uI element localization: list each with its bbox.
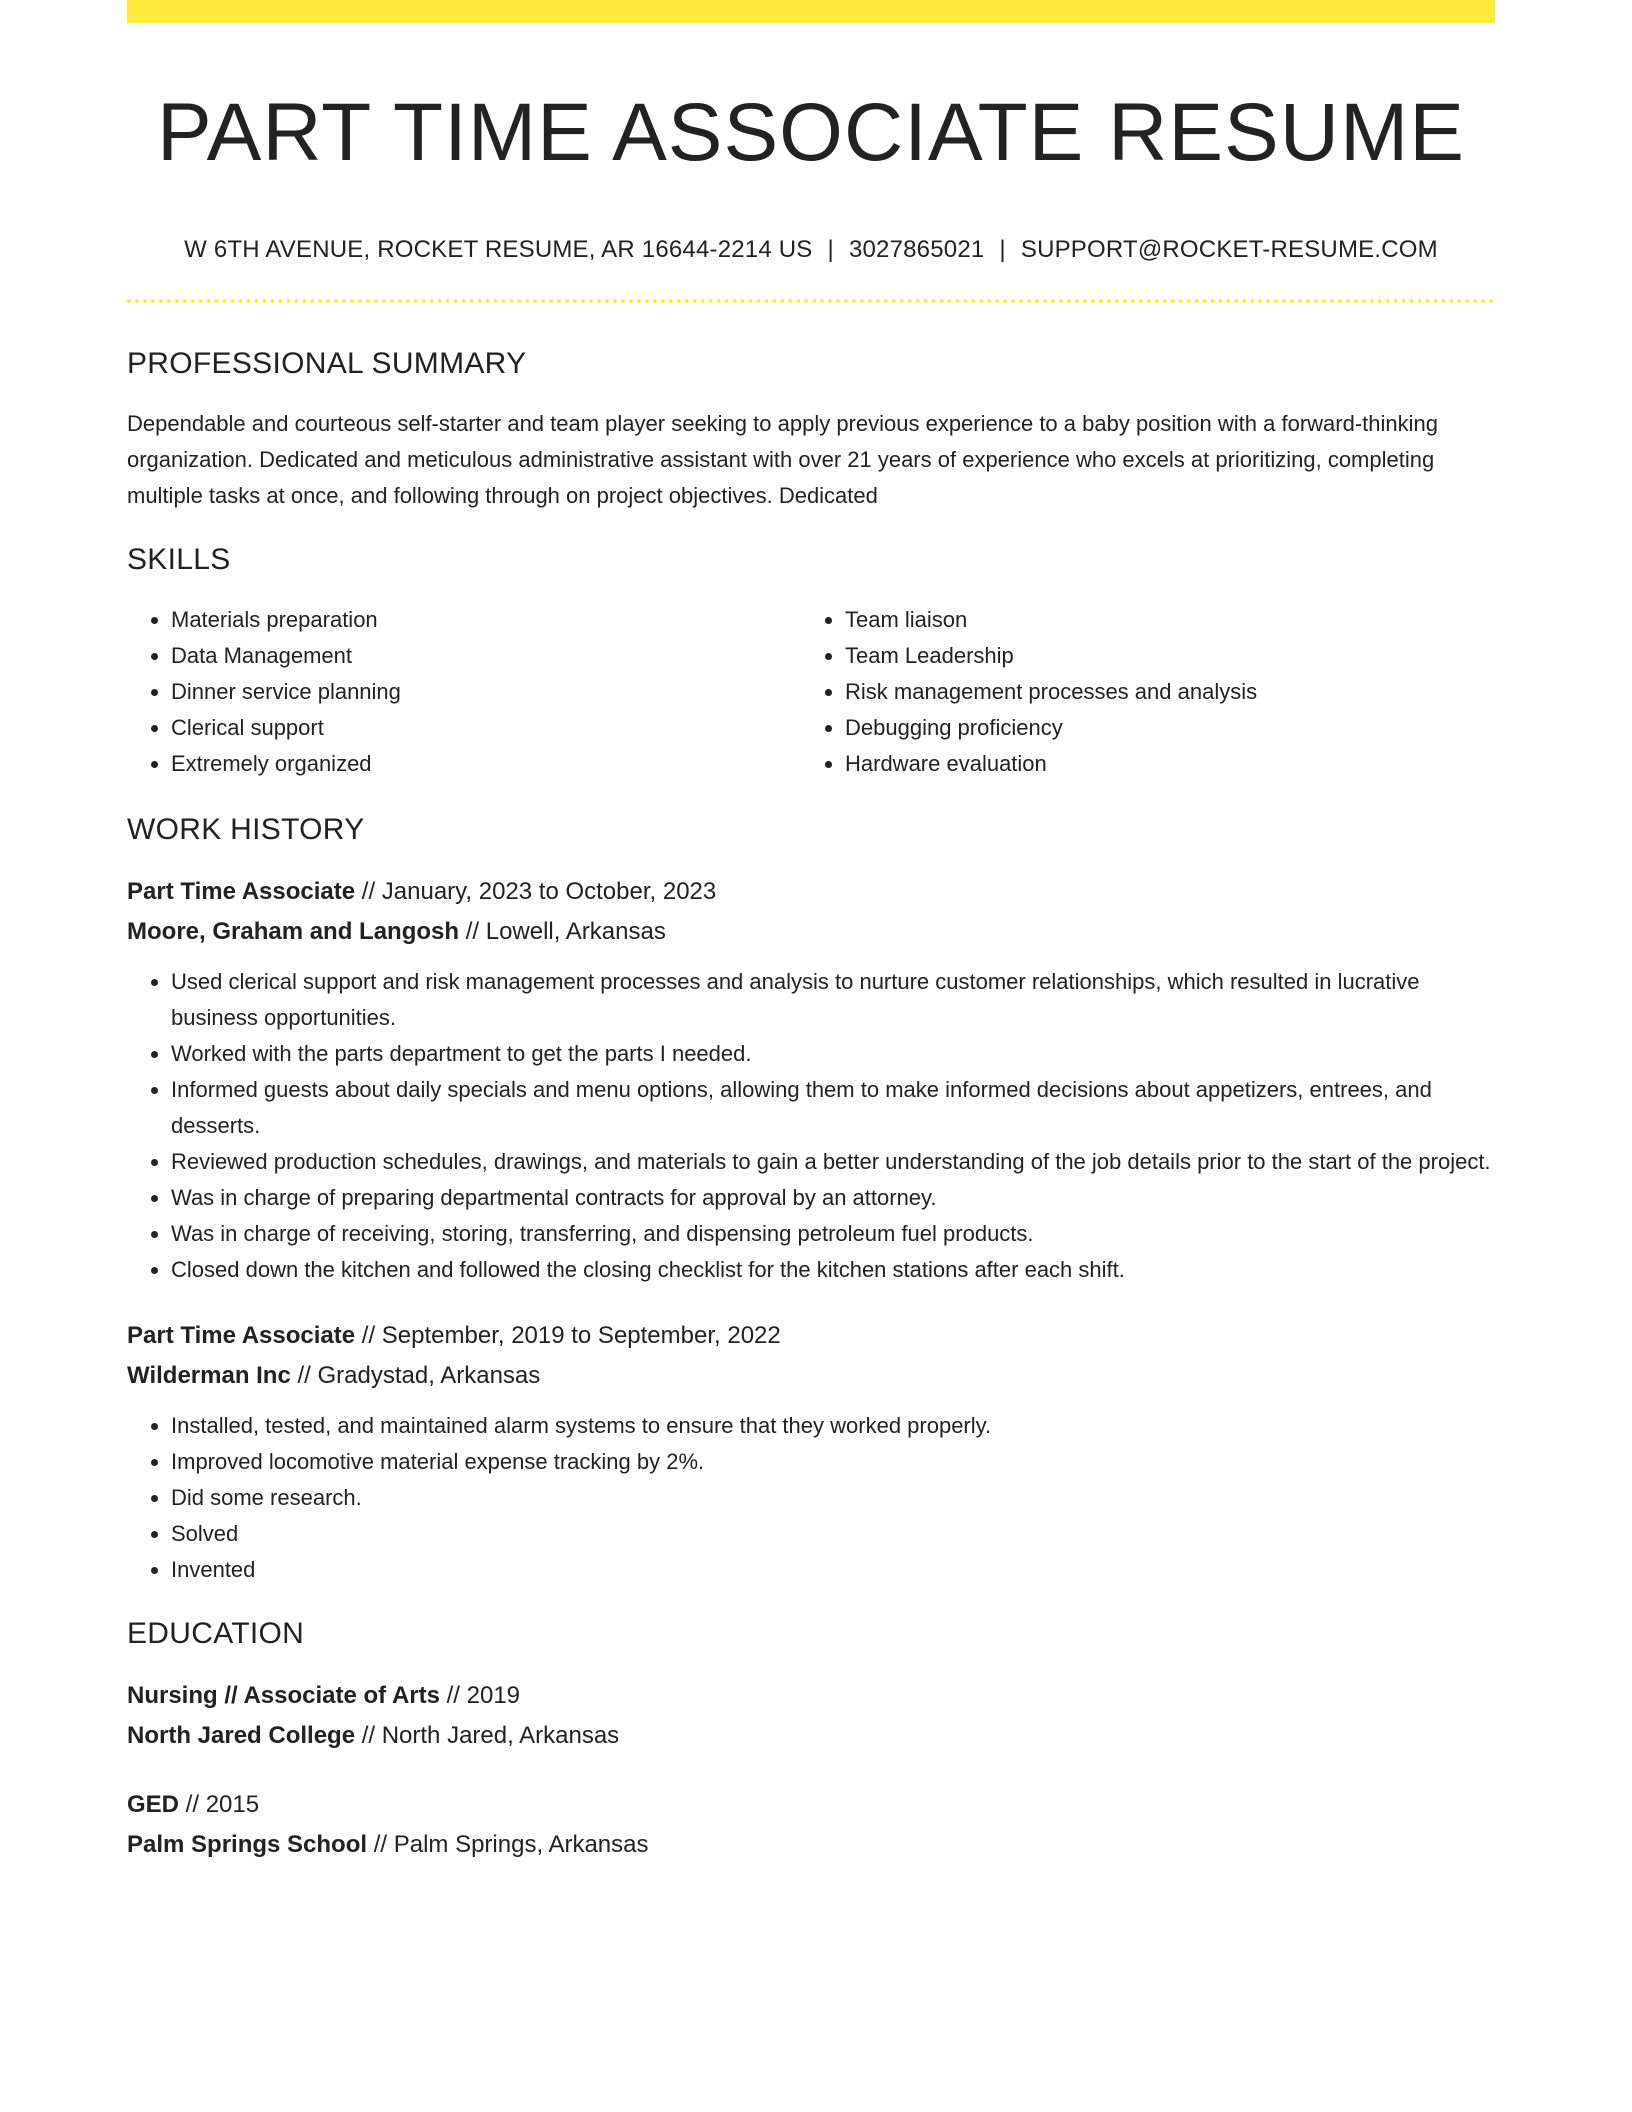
contact-phone: 3027865021 xyxy=(848,236,985,263)
job-bullet: • Was in charge of preparing departmental contracts for approval by an attorney. xyxy=(171,1180,1495,1216)
job-bullet: • Solved xyxy=(171,1516,1495,1552)
accent-top-bar xyxy=(127,0,1495,23)
job-dates: // January, 2023 to October, 2023 xyxy=(355,878,717,905)
education-year: // 2019 xyxy=(439,1682,521,1709)
skill-item: • Team liaison xyxy=(845,602,1475,638)
job-bullet: • Improved locomotive material expense tracking by 2%. xyxy=(171,1444,1495,1480)
job-role: Part Time Associate xyxy=(127,1322,356,1349)
job-company-line xyxy=(127,912,1495,952)
summary-heading: PROFESSIONAL SUMMARY xyxy=(127,347,527,380)
education-entry xyxy=(127,1785,1495,1865)
job-location: // Lowell, Arkansas xyxy=(459,918,666,945)
skill-item: • Data Management xyxy=(171,638,801,674)
contact-line xyxy=(127,235,1495,265)
job-bullet: • Installed, tested, and maintained alarm systems to ensure that they worked properly. xyxy=(171,1408,1495,1444)
job-role-line xyxy=(127,872,1495,912)
job-company-line xyxy=(127,1356,1495,1396)
job-bullet: • Reviewed production schedules, drawings, and materials to gain a better understanding of the job details prior to the start of the project. xyxy=(171,1144,1495,1180)
education-entry xyxy=(127,1676,1495,1756)
job-dates: // September, 2019 to September, 2022 xyxy=(355,1322,781,1349)
education-degree-line xyxy=(127,1785,1495,1825)
skills-list-left xyxy=(127,602,801,782)
skills-list-right xyxy=(801,602,1475,782)
job-company: Moore, Graham and Langosh xyxy=(127,918,460,945)
job-role: Part Time Associate xyxy=(127,878,356,905)
skill-item: • Materials preparation xyxy=(171,602,801,638)
dotted-divider xyxy=(127,299,1495,303)
education-location: // Palm Springs, Arkansas xyxy=(367,1831,649,1858)
skill-item: • Hardware evaluation xyxy=(845,746,1475,782)
education-school: Palm Springs School xyxy=(127,1831,368,1858)
job-entry xyxy=(127,1316,1495,1588)
job-bullet: • Informed guests about daily specials and menu options, allowing them to make informed decisions about appetizers, entrees, and desserts. xyxy=(171,1072,1495,1144)
skill-item: • Debugging proficiency xyxy=(845,710,1475,746)
summary-text: Dependable and courteous self-starter and team player seeking to apply previous experience to a baby position with a forward-thinking organization. Dedicated and meticulous administrative assistant with over 21 years of experience who excels at prioritizing, completing multiple tasks at once, and following through on project objectives. Dedicated xyxy=(127,411,1438,508)
skills-grid xyxy=(127,602,1495,782)
resume-title: PART TIME ASSOCIATE RESUME xyxy=(157,87,1465,178)
job-company: Wilderman Inc xyxy=(127,1362,291,1389)
skills-heading: SKILLS xyxy=(127,543,231,576)
education-year: // 2015 xyxy=(179,1791,260,1818)
contact-separator: | xyxy=(999,236,1006,263)
education-school-line xyxy=(127,1716,1495,1756)
education-school-line xyxy=(127,1825,1495,1865)
job-bullet: • Closed down the kitchen and followed the closing checklist for the kitchen stations after each shift. xyxy=(171,1252,1495,1288)
contact-email: SUPPORT@ROCKET-RESUME.COM xyxy=(1020,236,1438,263)
education-degree: Nursing // Associate of Arts xyxy=(127,1682,440,1709)
education-location: // North Jared, Arkansas xyxy=(355,1722,620,1749)
contact-address: W 6TH AVENUE, ROCKET RESUME, AR 16644-2214 US xyxy=(184,236,813,263)
job-bullet: • Invented xyxy=(171,1552,1495,1588)
education-heading: EDUCATION xyxy=(127,1617,305,1650)
skill-item: • Team Leadership xyxy=(845,638,1475,674)
education-school: North Jared College xyxy=(127,1722,356,1749)
job-entry xyxy=(127,872,1495,1288)
skill-item: • Risk management processes and analysis xyxy=(845,674,1475,710)
skill-item: • Dinner service planning xyxy=(171,674,801,710)
job-bullet: • Was in charge of receiving, storing, transferring, and dispensing petroleum fuel products. xyxy=(171,1216,1495,1252)
work-history-heading: WORK HISTORY xyxy=(127,813,365,846)
education-degree: GED xyxy=(127,1791,180,1818)
contact-separator: | xyxy=(827,236,834,263)
job-bullets xyxy=(127,1408,1495,1588)
skill-item: • Clerical support xyxy=(171,710,801,746)
job-bullets xyxy=(127,964,1495,1288)
job-location: // Gradystad, Arkansas xyxy=(290,1362,541,1389)
job-bullet: • Worked with the parts department to get the parts I needed. xyxy=(171,1036,1495,1072)
job-bullet: • Used clerical support and risk management processes and analysis to nurture customer relationships, which resulted in lucrative business opportunities. xyxy=(171,964,1495,1036)
education-degree-line xyxy=(127,1676,1495,1716)
job-bullet: • Did some research. xyxy=(171,1480,1495,1516)
job-role-line xyxy=(127,1316,1495,1356)
skill-item: • Extremely organized xyxy=(171,746,801,782)
resume-page xyxy=(127,0,1495,1865)
